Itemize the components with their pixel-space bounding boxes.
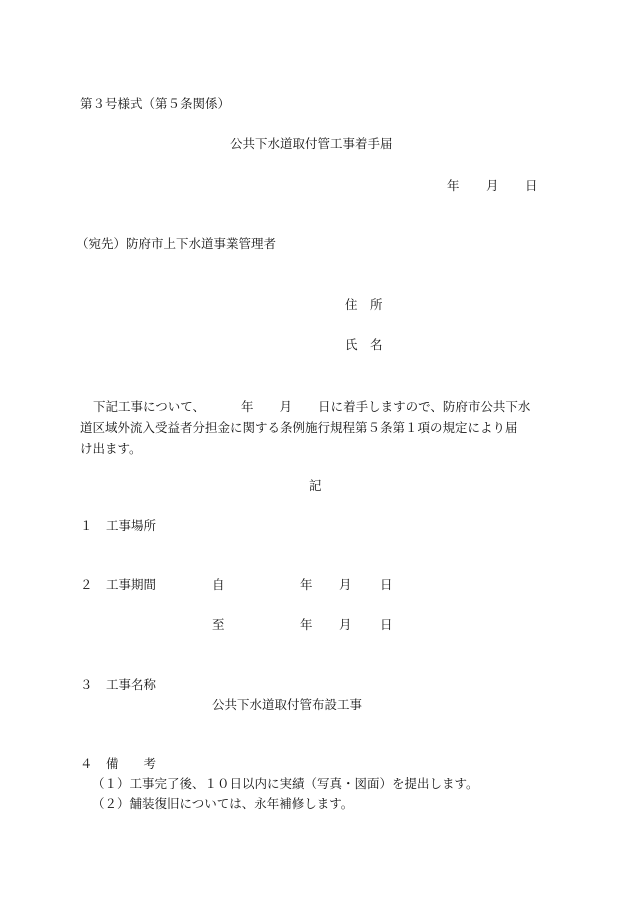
- body-line2: 道区域外流入受益者分担金に関する条例施行規程第５条第１項の規定により届: [80, 420, 518, 435]
- document-title: 公共下水道取付管工事着手届: [230, 136, 393, 151]
- address-label: 住 所: [345, 297, 383, 312]
- form-number: 第３号様式（第５条関係）: [80, 96, 231, 111]
- remark-note-2: （２）舗装復旧については、永年補修します。: [92, 796, 354, 811]
- item2-number: ２: [80, 577, 93, 592]
- remark-note-1: （１）工事完了後、１０日以内に実績（写真・図面）を提出します。: [92, 776, 479, 791]
- body-lead: 下記工事について、: [93, 399, 206, 414]
- item1-number: １: [80, 518, 93, 533]
- period-from-year: 年: [300, 577, 313, 592]
- item4-number: ４: [80, 756, 93, 771]
- date-day-label: 日: [525, 178, 538, 193]
- body-line3: け出ます。: [80, 441, 142, 456]
- item3-label: 工事名称: [106, 677, 157, 692]
- date-month-label: 月: [486, 178, 499, 193]
- period-to-year: 年: [300, 617, 313, 632]
- addressee: （宛先）防府市上下水道事業管理者: [76, 236, 277, 251]
- body-paragraph: [80, 396, 575, 459]
- body-day: 日: [318, 399, 331, 414]
- body-line1-rest: に着手しますので、防府市公共下水: [330, 399, 531, 414]
- item1-label: 工事場所: [106, 518, 157, 533]
- date-year-label: 年: [447, 178, 460, 193]
- period-to-month: 月: [339, 617, 352, 632]
- construction-name-value: 公共下水道取付管布設工事: [212, 697, 363, 712]
- item3-number: ３: [80, 677, 93, 692]
- period-from-label: 自: [212, 577, 225, 592]
- body-year: 年: [241, 399, 254, 414]
- name-label: 氏 名: [345, 337, 383, 352]
- period-from-month: 月: [339, 577, 352, 592]
- ki-heading: 記: [309, 478, 322, 493]
- body-month: 月: [279, 399, 293, 414]
- period-from-day: 日: [380, 577, 393, 592]
- period-to-day: 日: [380, 617, 393, 632]
- item2-label: 工事期間: [106, 577, 157, 592]
- item4-label: 備 考: [106, 756, 157, 771]
- period-to-label: 至: [212, 617, 225, 632]
